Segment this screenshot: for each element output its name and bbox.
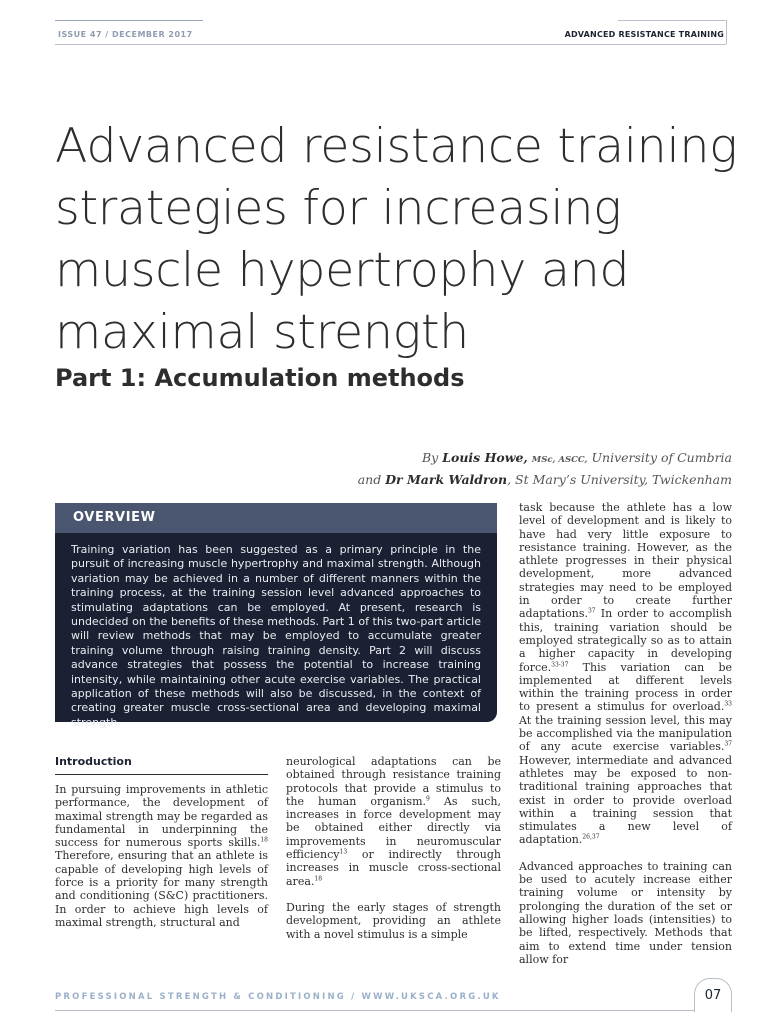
citation: 18 (260, 836, 268, 844)
paragraph: During the early stages of strength development, providing an athlete with a novel stimulus is a simple (286, 900, 501, 941)
text-run: or indirectly through increases in muscle cross-sectional area. (286, 848, 501, 888)
overview-heading: OVERVIEW (55, 503, 497, 533)
footer-rule (55, 1010, 695, 1011)
author-1-name: Louis Howe, (442, 450, 528, 465)
header-corner-side (726, 20, 727, 44)
paragraph: Advanced approaches to training can be used to acutely increase either training volume or intensity by prolonging the duration of the set or allowing higher loads (intensities) to be lifted, respectively. Methods that aim to extend time under tension allow for (519, 859, 732, 966)
text-run: This variation can be implemented at different levels within the training process in order to present a stimulus for overload. (519, 660, 732, 714)
text-run: Therefore, ensuring that an athlete is capable of developing high levels of force is a priority for many strength and conditioning (S&C) practitioners. In order to achieve high levels of maximal strength, structural and (55, 849, 268, 929)
author-1-affiliation: University of Cumbria (591, 450, 732, 465)
introduction-heading: Introduction (55, 755, 268, 775)
article-title (55, 116, 755, 364)
author-2-affiliation: , St Mary’s University, Twickenham (507, 472, 732, 487)
text-run: However, intermediate and advanced athletes may be exposed to non-traditional training approaches that exist in order to provide overload within a training session that stimulates a new level of adaptation. (519, 753, 732, 847)
citation: 33 (724, 700, 732, 708)
citation: 26,37 (582, 833, 600, 841)
citation: 13 (339, 848, 348, 856)
byline-by: By (421, 450, 439, 465)
text-run: As such, increases in force development may be obtained either directly via improvements in neuromuscular efficiency (286, 794, 501, 862)
byline-line-2 (358, 470, 732, 489)
page-number: 07 (694, 978, 732, 1012)
body-column-2 (286, 755, 501, 954)
citation: 33-37 (551, 660, 569, 668)
author-1-credentials: MSc, ASCC, (531, 455, 588, 465)
author-2-name: Dr Mark Waldron (385, 472, 508, 487)
overview-text: Training variation has been suggested as a primary principle in the pursuit of increasing muscle hypertrophy and maximal strength. Although variation may be achieved in a number of different manners within the training process, at the training session level advanced approaches to stimulating adaptations can be employed. At present, research is undecided on the benefits of these methods. Part 1 of this two-part article will review methods that may be employed to accumulate greater training volume through raising training density. Part 2 will discuss advance strategies that possess the potential to increase training intensity, while maintaining other acute exercise variables. The practical application of these methods will also be discussed, in the context of creating greater muscle cross-sectional area and developing maximal strength. (55, 533, 497, 722)
title-line-3: muscle hypertrophy and (55, 243, 630, 298)
title-line-2: strategies for increasing (55, 181, 622, 236)
citation: 9 (426, 795, 430, 803)
byline-line-1 (358, 448, 732, 470)
citation: 37 (587, 607, 596, 615)
title-line-1: Advanced resistance training (55, 119, 738, 174)
citation: 37 (724, 740, 732, 748)
text-run: neurological adaptations can be obtained through resistance training protocols that provide a stimulus to the human organism. (286, 755, 501, 808)
article-subtitle: Part 1: Accumulation methods (55, 364, 465, 392)
header-accent-line (55, 20, 203, 21)
byline-and: and (357, 472, 382, 487)
byline (358, 448, 732, 489)
header-corner-top (618, 20, 726, 21)
section-label: ADVANCED RESISTANCE TRAINING (564, 30, 724, 39)
title-line-4: maximal strength (55, 305, 469, 360)
text-run: task because the athlete has a low level of development and is likely to have had very little exposure to resistance training. However, as the athlete progresses in their physical development, more advanced strategies may need to be employed in order to create further adaptations. (519, 501, 732, 621)
citation: 18 (314, 875, 323, 883)
footer-publication: PROFESSIONAL STRENGTH & CONDITIONING / WWW.UKSCA.ORG.UK (55, 992, 501, 1002)
text-run: In order to accomplish this, training variation should be employed strategically so as to attain a higher capacity in developing force. (519, 607, 732, 674)
text-run: In pursuing improvements in athletic performance, the development of maximal strength may be regarded as fundamental in underpinning the success for numerous sports skills. (55, 783, 268, 850)
paragraph (286, 755, 501, 888)
paragraph (55, 783, 268, 929)
paragraph (519, 501, 732, 847)
body-column-3 (519, 501, 732, 979)
body-column-1 (55, 783, 268, 942)
overview-box (55, 503, 497, 729)
header-rule (55, 44, 726, 45)
issue-label: ISSUE 47 / DECEMBER 2017 (58, 30, 193, 39)
text-run: At the training session level, this may be accomplished via the manipulation of any acute exercise variables. (519, 713, 732, 754)
